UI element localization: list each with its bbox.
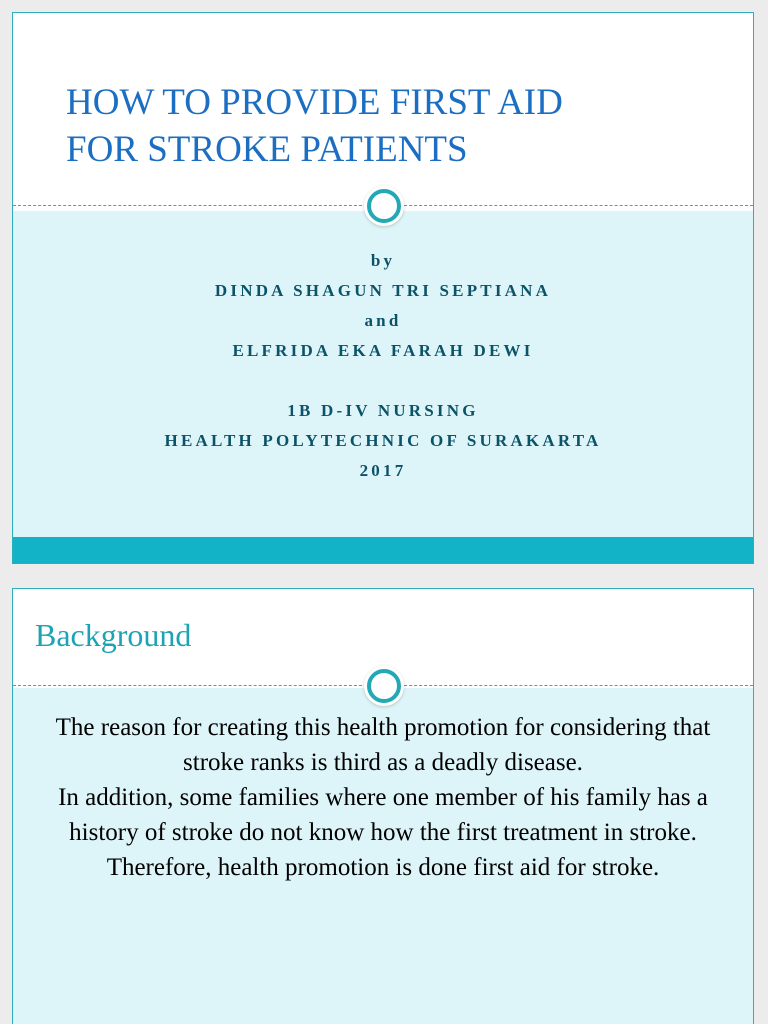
paragraph-1: The reason for creating this health promotion for considering that stroke ranks is third as a deadly disease. [55, 714, 711, 776]
circle-divider-icon [367, 669, 401, 703]
title-slide [12, 12, 754, 564]
title-line-1: HOW TO PROVIDE FIRST AID [66, 82, 563, 123]
title-line-2: FOR STROKE PATIENTS [66, 129, 468, 170]
author-1: DINDA SHAGUN TRI SEPTIANA [214, 281, 552, 300]
background-slide [12, 588, 754, 1024]
year: 2017 [359, 461, 407, 480]
paragraph-2: In addition, some families where one member of his family has a history of stroke do not know how the first treatment in stroke. Therefore, health promotion is done first aid for stroke. [58, 784, 708, 881]
by-label: by [370, 251, 396, 270]
accent-bar [13, 537, 753, 563]
circle-divider-icon [367, 189, 401, 223]
section-title: Background [35, 617, 192, 653]
subtitle-block [13, 246, 753, 486]
class-name: 1B D-IV NURSING [287, 401, 479, 420]
title-area [13, 13, 753, 205]
institution-name: HEALTH POLYTECHNIC OF SURAKARTA [164, 431, 602, 450]
presentation-title [66, 79, 563, 173]
background-text [33, 710, 733, 885]
and-label: and [364, 311, 402, 330]
spacer [13, 366, 753, 396]
author-2: ELFRIDA EKA FARAH DEWI [232, 341, 534, 360]
